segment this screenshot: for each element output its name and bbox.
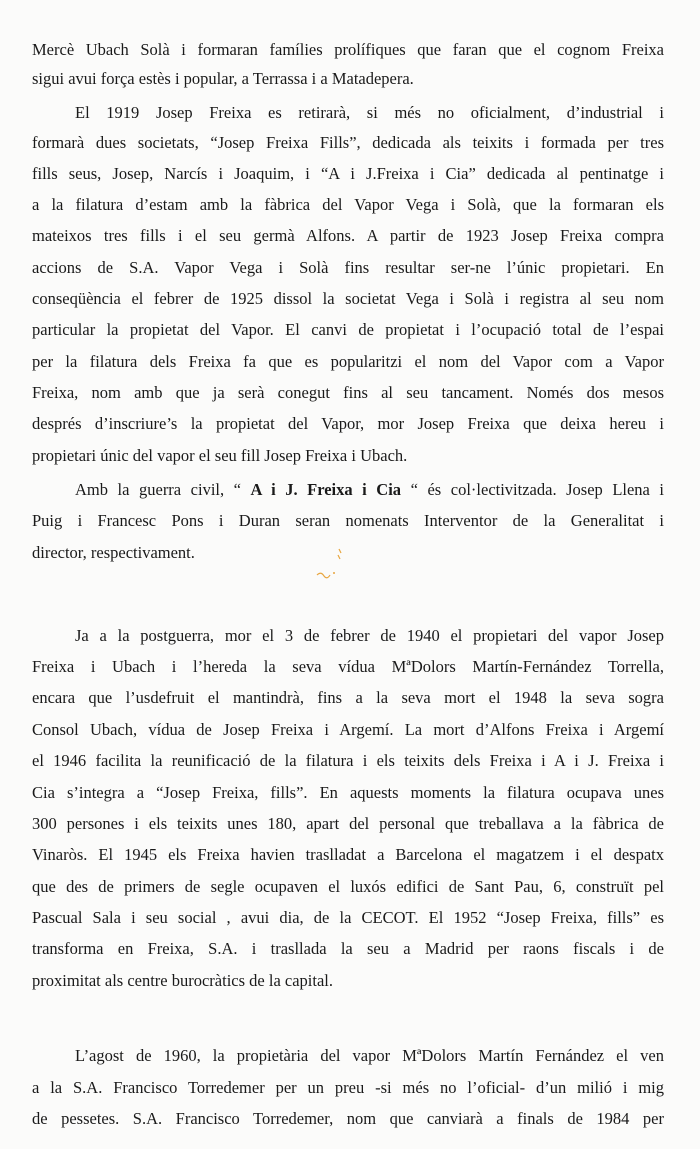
- text-line: mateixos tres fills i el seu germà Alfons. A partir de 1923 Josep Freixa compra: [32, 226, 664, 245]
- text-line: formarà dues societats, “Josep Freixa Fills”, dedicada als teixits i formada per tres: [32, 133, 664, 152]
- text-line: Consol Ubach, vídua de Josep Freixa i Argemí. La mort d’Alfons Freixa i Argemí: [32, 720, 664, 739]
- text-line: per la filatura dels Freixa fa que es popularitzi el nom del Vapor com a Vapor: [32, 352, 664, 371]
- text-line: fills seus, Josep, Narcís i Joaquim, i “A i J.Freixa i Cia” dedicada al pentinatge i: [32, 164, 664, 183]
- text-line-with-bold: [75, 480, 664, 500]
- text-line: Mercè Ubach Solà i formaran famílies prolífiques que faran que el cognom Freixa: [32, 40, 664, 59]
- text-run: “ és col·lectivitzada. Josep Llena i: [401, 480, 665, 499]
- text-line: Ja a la postguerra, mor el 3 de febrer de 1940 el propietari del vapor Josep: [75, 626, 664, 645]
- text-line: El 1919 Josep Freixa es retirarà, si més no oficialment, d’industrial i: [75, 103, 664, 122]
- text-line: proximitat als centre burocràtics de la capital.: [32, 971, 333, 990]
- text-line: conseqüència el febrer de 1925 dissol la societat Vega i Solà i registra al seu nom: [32, 289, 664, 308]
- text-line: transforma en Freixa, S.A. i trasllada la seu a Madrid per raons fiscals i de: [32, 939, 664, 958]
- text-line: Puig i Francesc Pons i Duran seran nomenats Interventor de la Generalitat i: [32, 511, 664, 530]
- text-line: accions de S.A. Vapor Vega i Solà fins resultar ser-ne l’únic propietari. En: [32, 258, 664, 277]
- text-line: particular la propietat del Vapor. El canvi de propietat i l’ocupació total de l’espai: [32, 320, 664, 339]
- stray-mark: [312, 545, 342, 585]
- text-line: Pascual Sala i seu social , avui dia, de la CECOT. El 1952 “Josep Freixa, fills” es: [32, 908, 664, 927]
- company-name-bold: A i J. Freixa i Cia: [250, 480, 402, 499]
- text-run: Amb la guerra civil, “: [75, 480, 251, 499]
- text-line: Cia s’integra a “Josep Freixa, fills”. En aquests moments la filatura ocupava unes: [32, 783, 664, 802]
- text-line: el 1946 facilita la reunificació de la filatura i els teixits dels Freixa i A i J. Freixa i: [32, 751, 664, 770]
- text-line: L’agost de 1960, la propietària del vapor MªDolors Martín Fernández el ven: [75, 1046, 664, 1065]
- text-line: sigui avui força estès i popular, a Terrassa i a Matadepera.: [32, 69, 414, 88]
- text-line: propietari únic del vapor el seu fill Josep Freixa i Ubach.: [32, 446, 408, 465]
- text-line: Vinaròs. El 1945 els Freixa havien traslladat a Barcelona el magatzem i el despatx: [32, 845, 664, 864]
- text-line: director, respectivament.: [32, 543, 195, 562]
- text-line: després d’inscriure’s la propietat del Vapor, mor Josep Freixa que deixa hereu i: [32, 414, 664, 433]
- text-line: de pessetes. S.A. Francisco Torredemer, nom que canviarà a finals de 1984 per: [32, 1109, 664, 1128]
- text-line: Freixa i Ubach i l’hereda la seva vídua MªDolors Martín-Fernández Torrella,: [32, 657, 664, 676]
- text-line: 300 persones i els teixits unes 180, apart del personal que treballava a la fàbrica de: [32, 814, 664, 833]
- text-line: a la S.A. Francisco Torredemer per un preu -si més no l’oficial- d’un milió i mig: [32, 1078, 664, 1097]
- text-line: a la filatura d’estam amb la fàbrica del Vapor Vega i Solà, que la formaran els: [32, 195, 664, 214]
- text-line: Freixa, nom amb que ja serà conegut fins al seu tancament. Només dos mesos: [32, 383, 664, 402]
- text-line: encara que l’usdefruit el mantindrà, fins a la seva mort el 1948 la seva sogra: [32, 688, 664, 707]
- text-line: que des de primers de segle ocupaven el luxós edifici de Sant Pau, 6, construït pel: [32, 877, 664, 896]
